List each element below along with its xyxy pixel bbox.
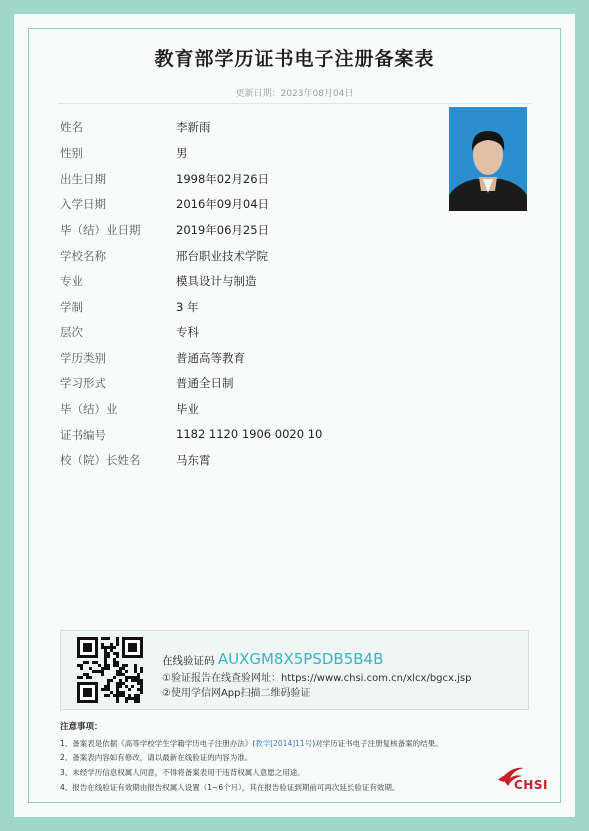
field-label: 校（院）长姓名 bbox=[60, 453, 141, 467]
field-label: 专业 bbox=[60, 274, 83, 288]
field-value: 2019年06月25日 bbox=[176, 223, 270, 237]
title-divider bbox=[58, 103, 531, 104]
field-label: 入学日期 bbox=[60, 197, 106, 211]
field-label: 姓名 bbox=[60, 120, 83, 134]
page-title: 教育部学历证书电子注册备案表 bbox=[154, 48, 435, 70]
regulation-link[interactable]: 教学[2014]11号 bbox=[255, 739, 313, 748]
field-label: 证书编号 bbox=[60, 428, 106, 442]
notes-title: 注意事项： bbox=[60, 722, 103, 732]
note-item: 4、报告在线验证有效期由报告权属人设置（1~6个月），其在报告验证到期前可再次延长验证有效期。 bbox=[60, 783, 400, 792]
note-item: 2、备案表内容如有修改，请以最新在线验证的内容为准。 bbox=[60, 753, 253, 762]
field-value: 普通高等教育 bbox=[176, 351, 245, 365]
note-item: 3、未经学历信息权属人同意，不得将备案表用于违背权属人意愿之用途。 bbox=[60, 768, 305, 777]
note-item bbox=[60, 738, 443, 749]
field-value: 普通全日制 bbox=[176, 376, 234, 390]
note-text: 1、备案表是依据《高等学校学生学籍学历电子注册办法》( bbox=[60, 739, 256, 748]
field-value: 1998年02月26日 bbox=[176, 172, 270, 186]
field-label: 毕（结）业日期 bbox=[60, 223, 141, 237]
field-label: 学制 bbox=[60, 300, 83, 314]
field-label: 毕（结）业 bbox=[60, 402, 118, 416]
chsi-logo-text: CHSI bbox=[514, 778, 548, 792]
update-date: 更新日期：2023年08月04日 bbox=[235, 89, 354, 99]
field-label: 学历类别 bbox=[60, 351, 106, 365]
field-label: 学习形式 bbox=[60, 376, 106, 390]
note-text: )对学历证书电子注册复核备案的结果。 bbox=[312, 739, 443, 748]
field-value: 模具设计与制造 bbox=[176, 274, 257, 288]
field-value: 李新雨 bbox=[176, 120, 211, 134]
verify-app-line: ②使用学信网App扫描二维码验证 bbox=[162, 688, 311, 699]
field-label: 层次 bbox=[60, 325, 83, 339]
field-value: 男 bbox=[176, 146, 188, 160]
field-value: 专科 bbox=[176, 325, 199, 339]
student-photo bbox=[449, 107, 527, 211]
verify-code-line bbox=[162, 650, 383, 668]
verify-code: AUXGM8X5PSDB5B4B bbox=[217, 650, 384, 668]
field-label: 学校名称 bbox=[60, 249, 106, 263]
field-value: 3 年 bbox=[176, 300, 199, 314]
field-value: 2016年09月04日 bbox=[176, 197, 270, 211]
qr-code-icon[interactable] bbox=[77, 637, 143, 703]
field-value: 1182 1120 1906 0020 10 bbox=[176, 427, 323, 441]
field-value: 邢台职业技术学院 bbox=[176, 249, 268, 263]
field-label: 出生日期 bbox=[60, 172, 106, 186]
verify-url-line: ①验证报告在线查验网址：https://www.chsi.com.cn/xlcx/bgcx.jsp bbox=[162, 673, 472, 684]
field-value: 马东霄 bbox=[176, 453, 211, 467]
person-portrait-icon bbox=[449, 107, 527, 211]
verify-code-label: 在线验证码 bbox=[162, 655, 215, 667]
field-label: 性别 bbox=[60, 146, 83, 160]
field-value: 毕业 bbox=[176, 402, 199, 416]
